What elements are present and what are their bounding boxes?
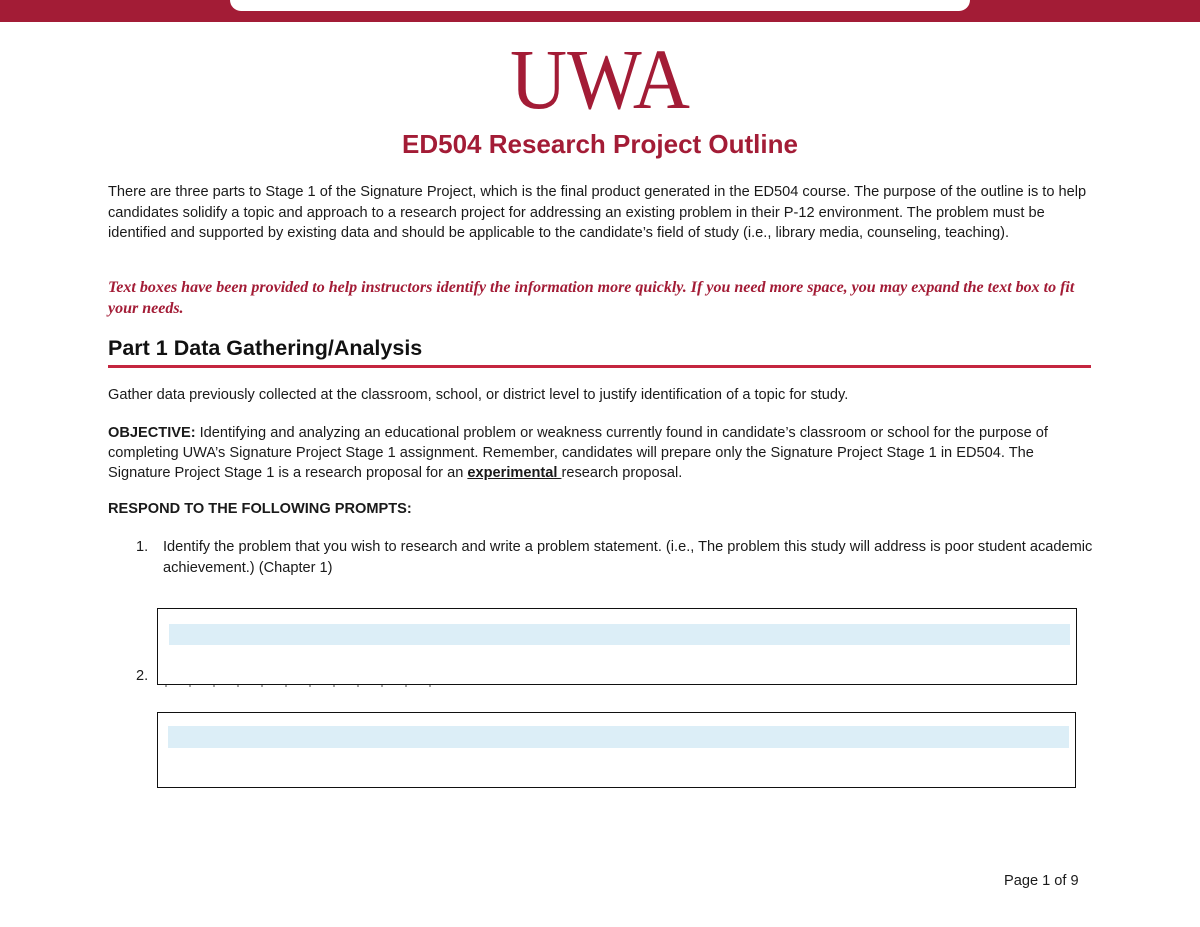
- objective-paragraph: [108, 423, 1098, 483]
- answer-box: [157, 712, 1076, 788]
- objective-tail: research proposal.: [561, 465, 683, 481]
- prompt-number: 1.: [136, 539, 149, 555]
- section-heading: Part 1 Data Gathering/Analysis: [108, 336, 423, 360]
- prompt-text: Identify the problem that you wish to research and write a problem statement. (i.e., The problem this study will address is poor student academic achievement.) (Chapter 1): [163, 539, 1093, 576]
- intro-paragraph: There are three parts to Stage 1 of the Signature Project, which is the final product generated in the ED504 course. The purpose of the outline is to help candidates solidify a topic and approach to a research project for addressing an existing problem in their P-12 environment. The problem must be identified and supported by existing data and should be applicable to the candidate’s field of study (i.e., library media, counseling, teaching).: [108, 184, 1087, 241]
- answer-field[interactable]: [169, 624, 1070, 645]
- answer-field[interactable]: [168, 726, 1069, 748]
- uwa-logo: [508, 38, 692, 112]
- objective-emphasis: experimental: [467, 465, 562, 481]
- answer-box: [157, 608, 1077, 685]
- uwa-logo-text: UWA: [510, 38, 690, 112]
- page-number: Page 1 of 9: [1004, 873, 1079, 889]
- header-tab-shape: [230, 0, 970, 11]
- objective-text: Identifying and analyzing an educational problem or weakness currently found in candidate’s classroom or school for the purpose of completing UWA’s Signature Project Stage 1 assignment. Remember, candidates will prepare only the Signature Project Stage 1 in ED504. The Signature Project Stage 1 is a research proposal for an: [108, 425, 1048, 481]
- objective-label: OBJECTIVE:: [108, 425, 196, 441]
- instructor-note: Text boxes have been provided to help instructors identify the information more quickly. If you need more space, you may expand the text box to fit your needs.: [108, 279, 1075, 317]
- prompt-number: 2.: [136, 668, 149, 684]
- document-title: ED504 Research Project Outline: [402, 129, 798, 159]
- gather-instruction: Gather data previously collected at the classroom, school, or district level to justify identification of a topic for study.: [108, 387, 849, 403]
- section-divider: [108, 365, 1091, 368]
- prompts-heading: RESPOND TO THE FOLLOWING PROMPTS:: [108, 501, 412, 517]
